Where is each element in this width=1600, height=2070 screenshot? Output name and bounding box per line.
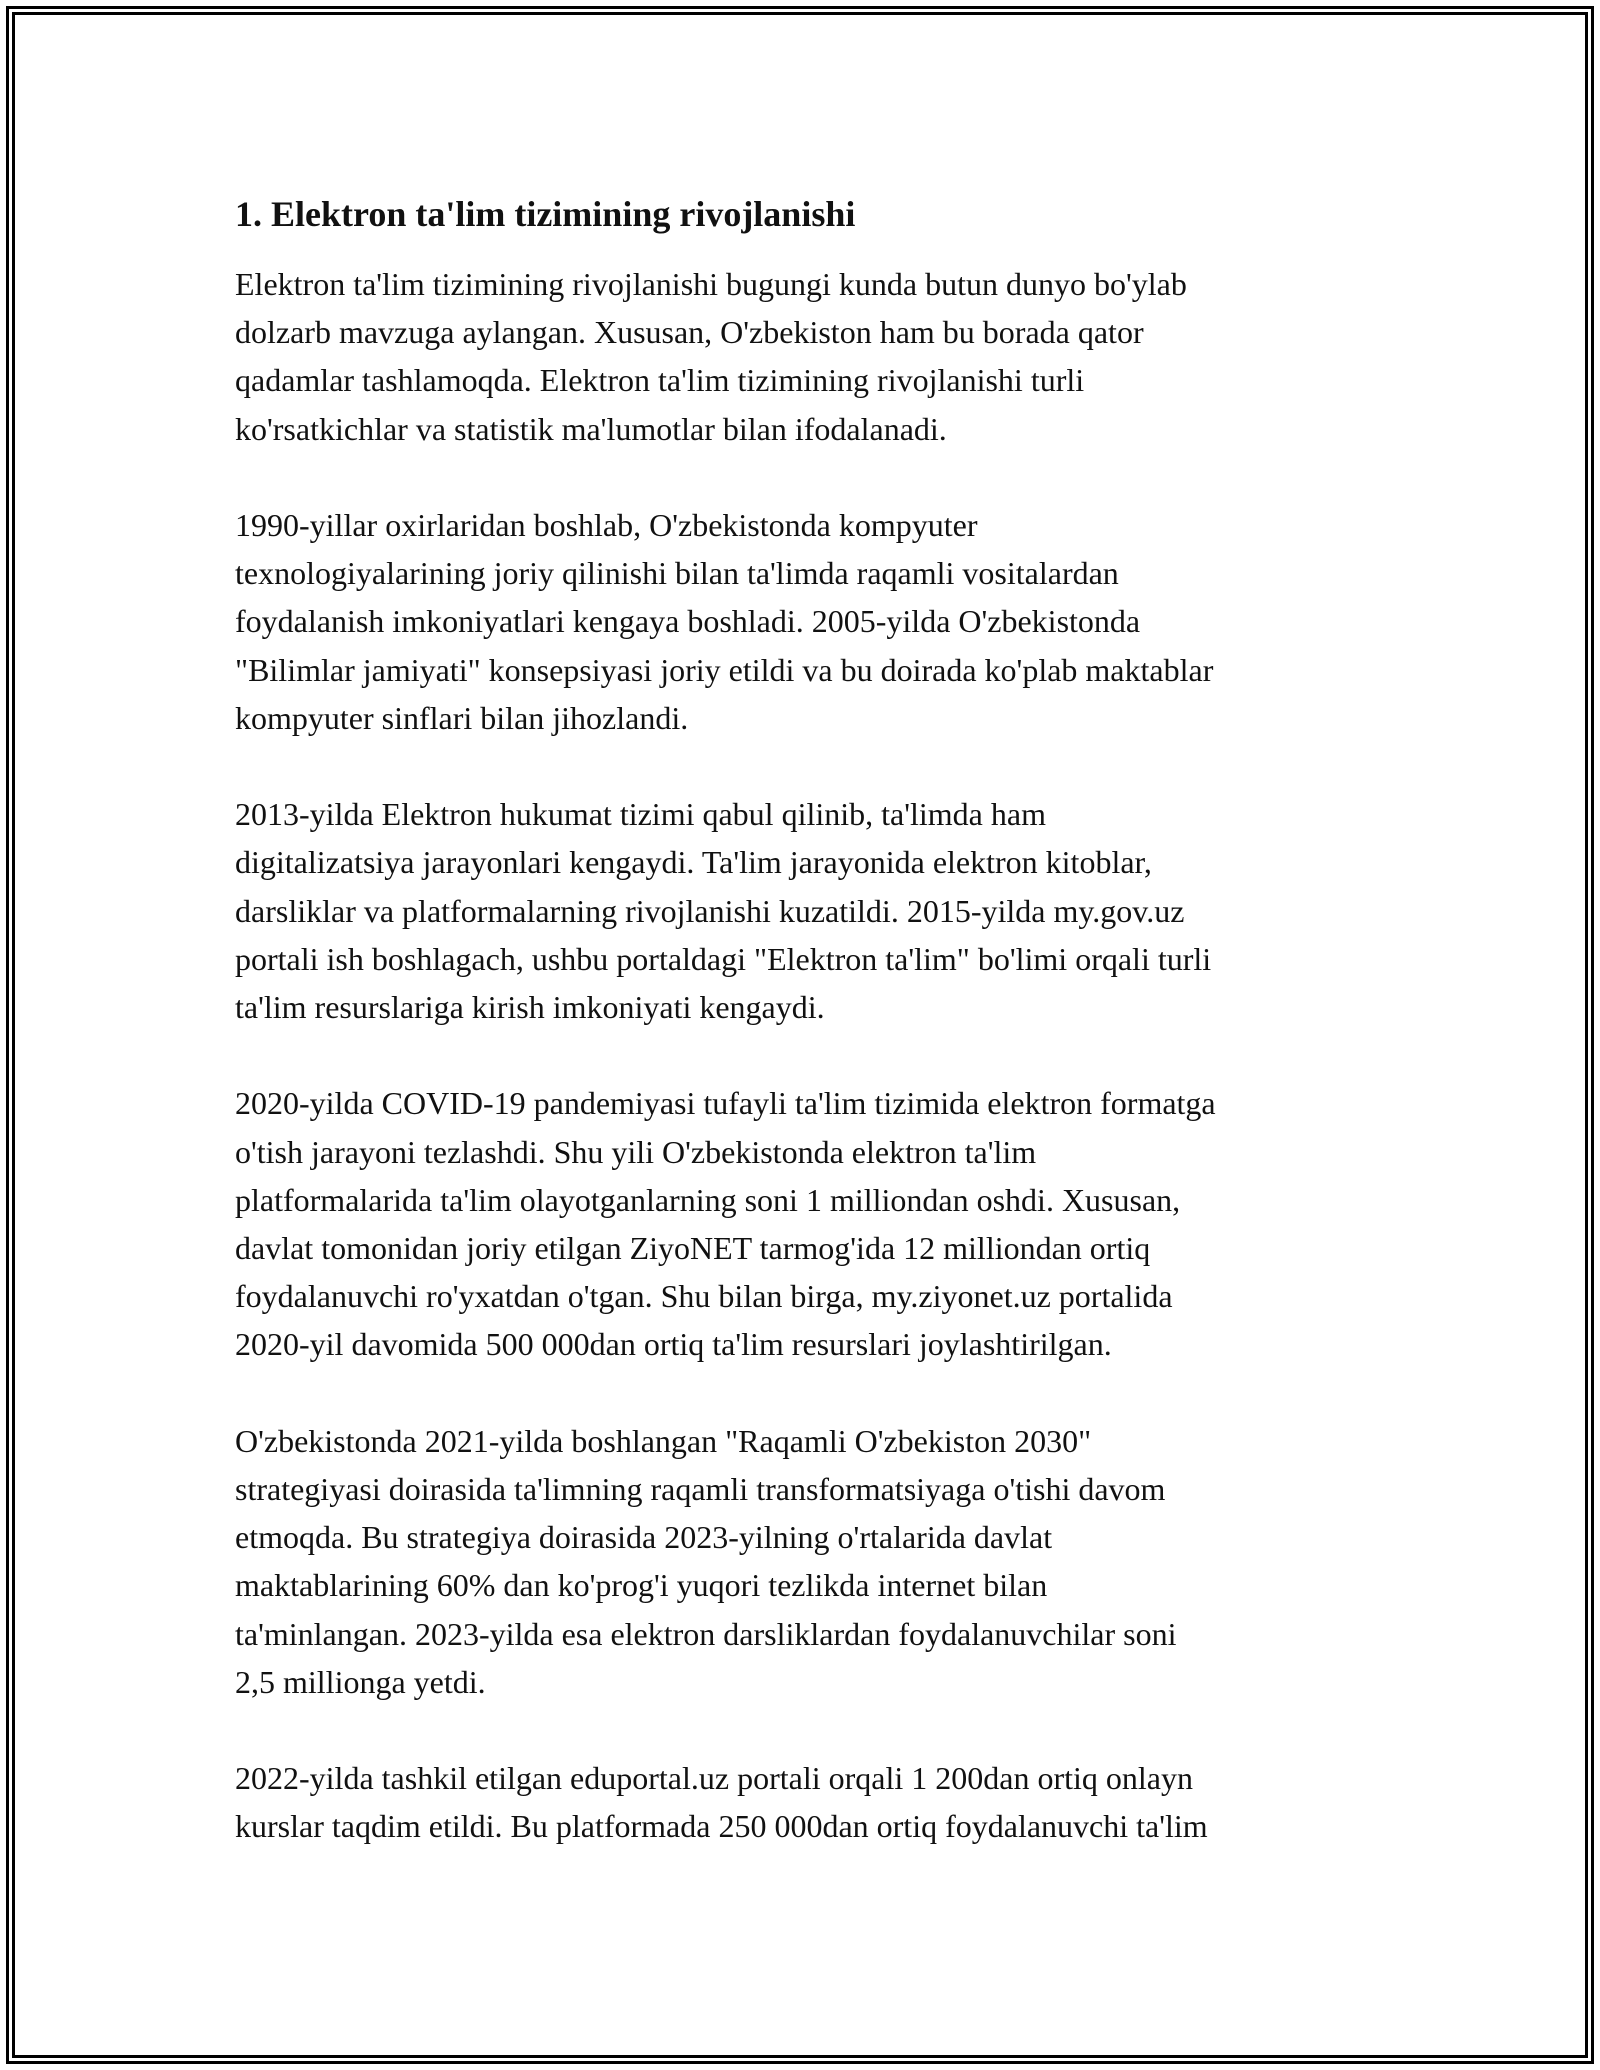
text-line: strategiyasi doirasida ta'limning raqamli transformatsiyaga o'tishi davom (235, 1471, 1166, 1508)
text-line: O'zbekistonda 2021-yilda boshlangan "Raqamli O'zbekiston 2030" (235, 1422, 1092, 1459)
text-line: 2020-yilda COVID-19 pandemiyasi tufayli ta'lim tizimida elektron formatga (235, 1085, 1216, 1122)
text-line: 2013-yilda Elektron hukumat tizimi qabul qilinib, ta'limda ham (235, 796, 1046, 833)
paragraph-5 (235, 1417, 1395, 1706)
text-line: kurslar taqdim etildi. Bu platformada 250 000dan ortiq foydalanuvchi ta'lim (235, 1808, 1208, 1845)
text-line: 2022-yilda tashkil etilgan eduportal.uz portali orqali 1 200dan ortiq onlayn (235, 1760, 1193, 1797)
paragraph-4 (235, 1079, 1395, 1368)
text-line: ta'lim resurslariga kirish imkoniyati kengaydi. (235, 989, 825, 1026)
text-line: qadamlar tashlamoqda. Elektron ta'lim tizimining rivojlanishi turli (235, 362, 1085, 399)
text-line: dolzarb mavzuga aylangan. Xususan, O'zbekiston ham bu borada qator (235, 314, 1144, 351)
document-body (235, 180, 1395, 1899)
section-heading: 1. Elektron ta'lim tizimining rivojlanishi (235, 194, 856, 234)
text-line: 2020-yil davomida 500 000dan ortiq ta'lim resurslari joylashtirilgan. (235, 1326, 1112, 1363)
text-line: maktablarining 60% dan ko'prog'i yuqori tezlikda internet bilan (235, 1567, 1048, 1604)
text-line: etmoqda. Bu strategiya doirasida 2023-yilning o'rtalarida davlat (235, 1519, 1053, 1556)
text-line: texnologiyalarining joriy qilinishi bilan ta'limda raqamli vositalardan (235, 555, 1119, 592)
text-line: foydalanish imkoniyatlari kengaya boshladi. 2005-yilda O'zbekistonda (235, 603, 1141, 640)
text-line: ta'minlangan. 2023-yilda esa elektron darsliklardan foydalanuvchilar soni (235, 1615, 1177, 1652)
text-line: digitalizatsiya jarayonlari kengaydi. Ta'lim jarayonida elektron kitoblar, (235, 844, 1152, 881)
paragraph-2 (235, 501, 1395, 742)
text-line: davlat tomonidan joriy etilgan ZiyoNET tarmog'ida 12 milliondan ortiq (235, 1230, 1151, 1267)
paragraph-1 (235, 260, 1395, 453)
text-line: o'tish jarayoni tezlashdi. Shu yili O'zbekistonda elektron ta'lim (235, 1133, 1037, 1170)
text-line: 1990-yillar oxirlaridan boshlab, O'zbekistonda kompyuter (235, 507, 978, 543)
text-line: platformalarida ta'lim olayotganlarning soni 1 milliondan oshdi. Xususan, (235, 1181, 1181, 1218)
text-line: ko'rsatkichlar va statistik ma'lumotlar bilan ifodalanadi. (235, 410, 947, 447)
text-line: portali ish boshlagach, ushbu portaldagi "Elektron ta'lim" bo'limi orqali turli (235, 940, 1212, 977)
paragraph-6 (235, 1754, 1395, 1850)
text-line: darsliklar va platformalarning rivojlanishi kuzatildi. 2015-yilda my.gov.uz (235, 892, 1185, 929)
text-line: kompyuter sinflari bilan jihozlandi. (235, 699, 689, 736)
paragraph-3 (235, 790, 1395, 1031)
text-line: "Bilimlar jamiyati" konsepsiyasi joriy etildi va bu doirada ko'plab maktablar (235, 651, 1214, 688)
text-line: Elektron ta'lim tizimining rivojlanishi bugungi kunda butun dunyo bo'ylab (235, 266, 1187, 302)
text-line: 2,5 millionga yetdi. (235, 1663, 486, 1700)
text-line: foydalanuvchi ro'yxatdan o'tgan. Shu bilan birga, my.ziyonet.uz portalida (235, 1278, 1173, 1315)
